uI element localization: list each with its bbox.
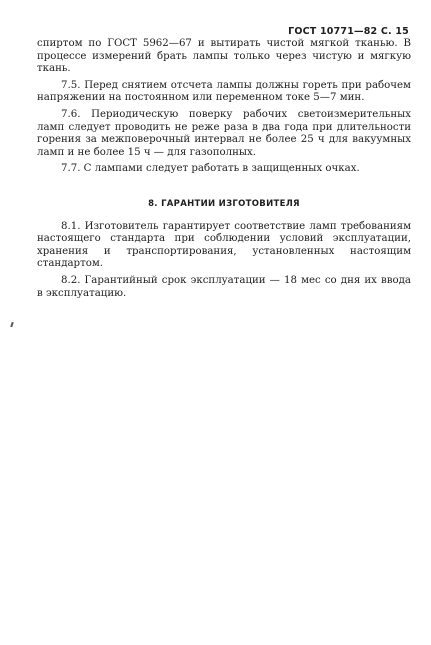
page-header: ГОСТ 10771—82 С. 15 — [288, 26, 409, 37]
paragraph-8-2: 8.2. Гарантийный срок эксплуатации — 18 мес со дня их ввода в эксплуатацию. — [37, 274, 411, 299]
document-body — [37, 38, 411, 300]
paragraph-7-4-continuation: спиртом по ГОСТ 5962—67 и вытирать чистой мягкой тканью. В процессе измерений брать лампы только через чистую и мягкую ткань. — [37, 38, 411, 75]
paragraph-7-5: 7.5. Перед снятием отсчета лампы должны гореть при рабочем напряжении на постоянном или переменном токе 5—7 мин. — [37, 79, 411, 104]
paragraph-7-7: 7.7. С лампами следует работать в защищенных очках. — [61, 163, 360, 175]
paragraph-8-1: 8.1. Изготовитель гарантирует соответствие ламп требованиям настоящего стандарта при соблюдении условий эксплуатации, хранения и транспортирования, установленных настоящим стандартом. — [37, 220, 411, 270]
paragraph-7-6: 7.6. Периодическую поверку рабочих светоизмерительных ламп следует проводить не реже раза в два года при длительности горения за межповерочный интервал не более 25 ч для вакуумных ламп и не более 15 ч — для газополных. — [37, 108, 411, 158]
section-title-8: 8. ГАРАНТИИ ИЗГОТОВИТЕЛЯ — [148, 198, 300, 209]
margin-mark — [10, 322, 13, 327]
